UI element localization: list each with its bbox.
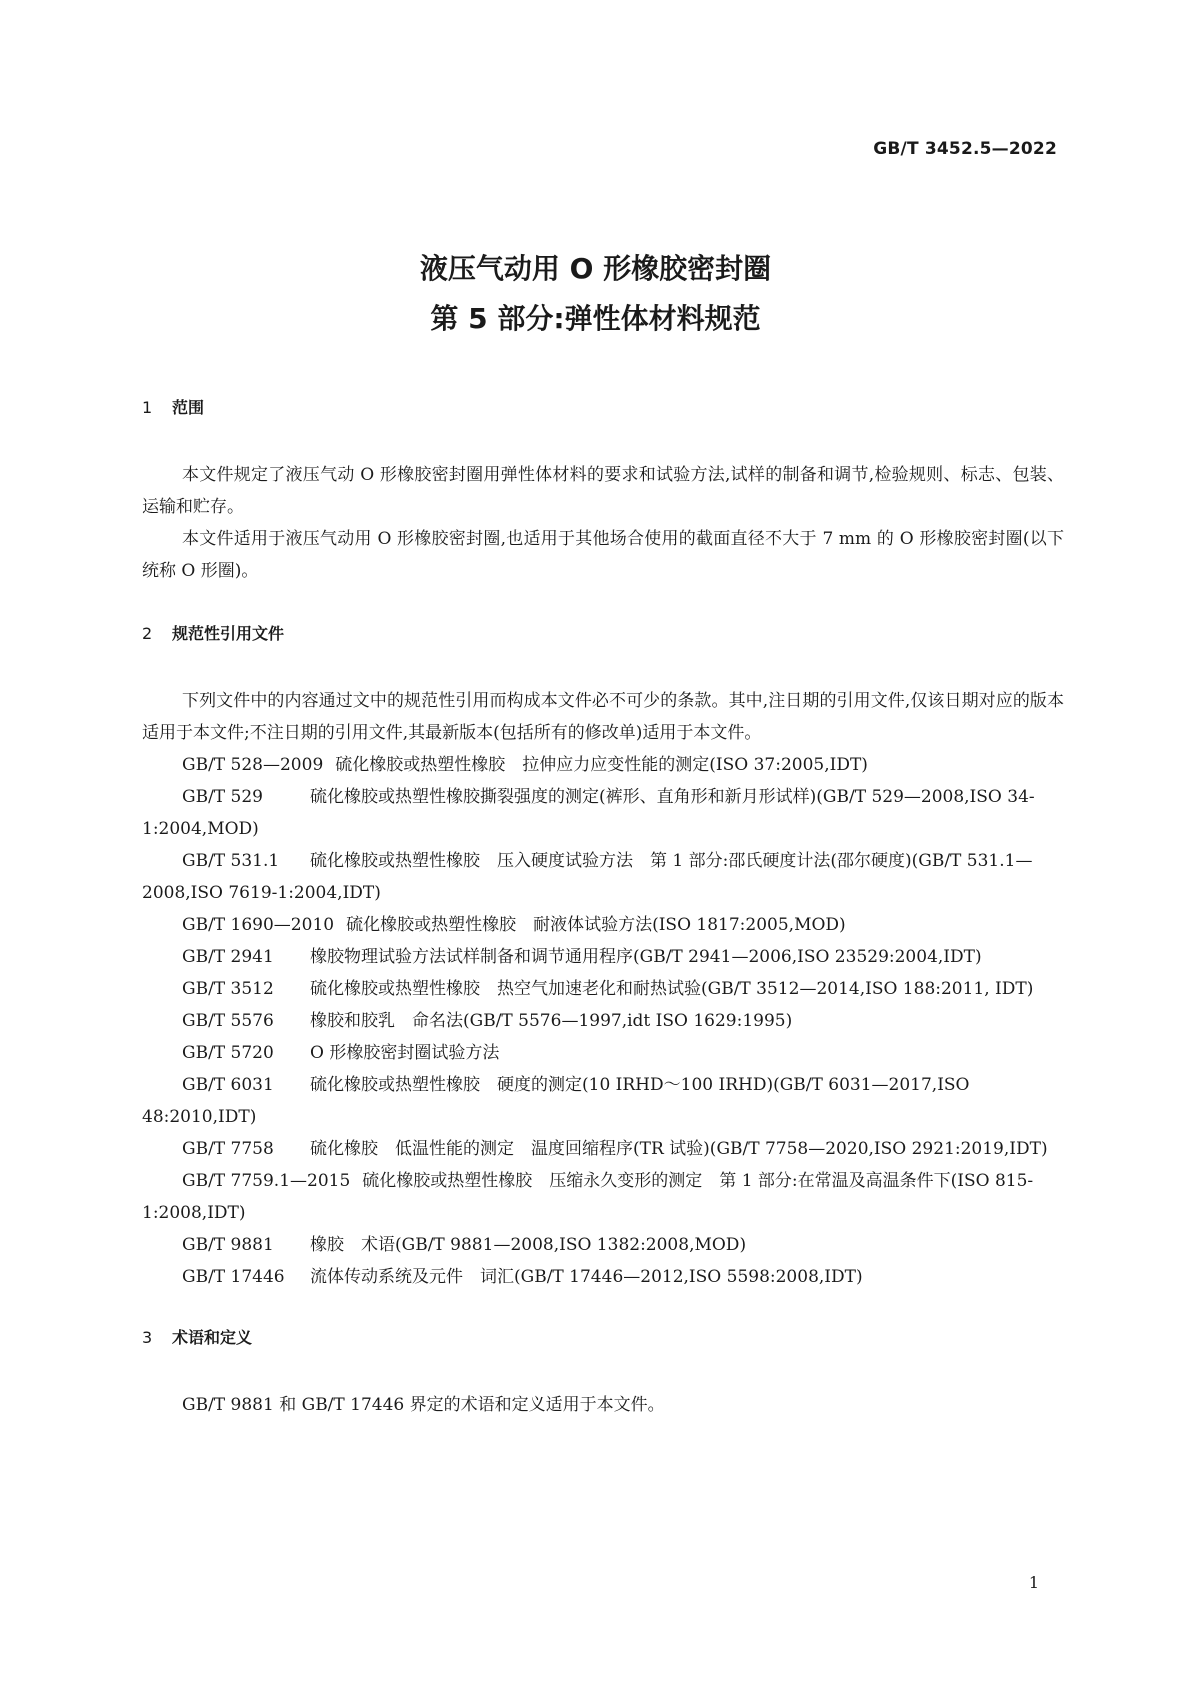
reference-item bbox=[142, 1133, 1064, 1165]
reference-item bbox=[142, 1069, 1064, 1133]
standard-number: GB/T 3452.5—2022 bbox=[873, 139, 1057, 159]
reference-code: GB/T 7759.1—2015 bbox=[182, 1171, 351, 1191]
reference-item bbox=[142, 941, 1064, 973]
reference-item bbox=[142, 749, 1064, 781]
scope-paragraph-2: 本文件适用于液压气动用 O 形橡胶密封圈,也适用于其他场合使用的截面直径不大于 7 mm 的 O 形橡胶密封圈(以下统称 O 形圈)。 bbox=[142, 529, 1064, 581]
section-title: 规范性引用文件 bbox=[172, 624, 285, 643]
reference-title: 硫化橡胶或热塑性橡胶 热空气加速老化和耐热试验(GB/T 3512—2014,ISO 188:2011, IDT) bbox=[310, 979, 1034, 999]
reference-item bbox=[142, 781, 1064, 845]
section-3-heading bbox=[142, 1327, 1064, 1349]
reference-code: GB/T 1690—2010 bbox=[182, 915, 335, 935]
reference-title: 橡胶物理试验方法试样制备和调节通用程序(GB/T 2941—2006,ISO 23529:2004,IDT) bbox=[310, 947, 982, 967]
reference-list bbox=[142, 749, 1064, 1293]
section-number: 3 bbox=[142, 1328, 153, 1347]
page-number: 1 bbox=[1028, 1573, 1039, 1592]
title-line-2: 第 5 部分:弹性体材料规范 bbox=[430, 302, 761, 335]
reference-title: 硫化橡胶或热塑性橡胶 硬度的测定(10 IRHD～100 IRHD)(GB/T 6031—2017,ISO 48:2010,IDT) bbox=[142, 1075, 970, 1127]
section-1-heading bbox=[142, 397, 1064, 419]
reference-item bbox=[142, 1229, 1064, 1261]
reference-title: O 形橡胶密封圈试验方法 bbox=[310, 1043, 500, 1063]
reference-code: GB/T 2941 bbox=[182, 947, 274, 967]
reference-item bbox=[142, 973, 1064, 1005]
reference-code: GB/T 3512 bbox=[182, 979, 274, 999]
reference-title: 硫化橡胶或热塑性橡胶撕裂强度的测定(裤形、直角形和新月形试样)(GB/T 529—2008,ISO 34-1:2004,MOD) bbox=[142, 787, 1035, 839]
reference-code: GB/T 7758 bbox=[182, 1139, 274, 1159]
reference-title: 橡胶和胶乳 命名法(GB/T 5576—1997,idt ISO 1629:1995) bbox=[310, 1011, 793, 1031]
reference-title: 硫化橡胶或热塑性橡胶 压缩永久变形的测定 第 1 部分:在常温及高温条件下(ISO 815-1:2008,IDT) bbox=[142, 1171, 1034, 1223]
reference-title: 硫化橡胶 低温性能的测定 温度回缩程序(TR 试验)(GB/T 7758—2020,ISO 2921:2019,IDT) bbox=[310, 1139, 1048, 1159]
reference-item bbox=[142, 1165, 1064, 1229]
title-line-1: 液压气动用 O 形橡胶密封圈 bbox=[419, 252, 772, 285]
reference-code: GB/T 17446 bbox=[182, 1267, 285, 1287]
references-intro: 下列文件中的内容通过文中的规范性引用而构成本文件必不可少的条款。其中,注日期的引用文件,仅该日期对应的版本适用于本文件;不注日期的引用文件,其最新版本(包括所有的修改单)适用于本文件。 bbox=[142, 691, 1064, 743]
section-2-heading bbox=[142, 623, 1064, 645]
reference-title: 硫化橡胶或热塑性橡胶 耐液体试验方法(ISO 1817:2005,MOD) bbox=[346, 915, 846, 935]
reference-title: 硫化橡胶或热塑性橡胶 压入硬度试验方法 第 1 部分:邵氏硬度计法(邵尔硬度)(GB/T 531.1—2008,ISO 7619-1:2004,IDT) bbox=[142, 851, 1033, 903]
reference-code: GB/T 531.1 bbox=[182, 851, 280, 871]
reference-code: GB/T 5720 bbox=[182, 1043, 274, 1063]
reference-item bbox=[142, 909, 1064, 941]
reference-code: GB/T 529 bbox=[182, 787, 263, 807]
reference-item bbox=[142, 845, 1064, 909]
section-number: 2 bbox=[142, 624, 153, 643]
reference-code: GB/T 6031 bbox=[182, 1075, 274, 1095]
scope-paragraph-1: 本文件规定了液压气动 O 形橡胶密封圈用弹性体材料的要求和试验方法,试样的制备和调节,检验规则、标志、包装、运输和贮存。 bbox=[142, 465, 1064, 517]
reference-title: 硫化橡胶或热塑性橡胶 拉伸应力应变性能的测定(ISO 37:2005,IDT) bbox=[335, 755, 868, 775]
terms-paragraph: GB/T 9881 和 GB/T 17446 界定的术语和定义适用于本文件。 bbox=[182, 1395, 665, 1415]
section-number: 1 bbox=[142, 398, 153, 417]
reference-item bbox=[142, 1261, 1064, 1293]
reference-title: 橡胶 术语(GB/T 9881—2008,ISO 1382:2008,MOD) bbox=[310, 1235, 747, 1255]
section-title: 范围 bbox=[172, 398, 205, 417]
reference-code: GB/T 9881 bbox=[182, 1235, 274, 1255]
document-title bbox=[0, 244, 1191, 344]
reference-item bbox=[142, 1005, 1064, 1037]
section-title: 术语和定义 bbox=[172, 1328, 253, 1347]
reference-code: GB/T 5576 bbox=[182, 1011, 274, 1031]
document-body bbox=[142, 397, 1064, 1421]
reference-item bbox=[142, 1037, 1064, 1069]
reference-code: GB/T 528—2009 bbox=[182, 755, 324, 775]
reference-title: 流体传动系统及元件 词汇(GB/T 17446—2012,ISO 5598:2008,IDT) bbox=[310, 1267, 863, 1287]
